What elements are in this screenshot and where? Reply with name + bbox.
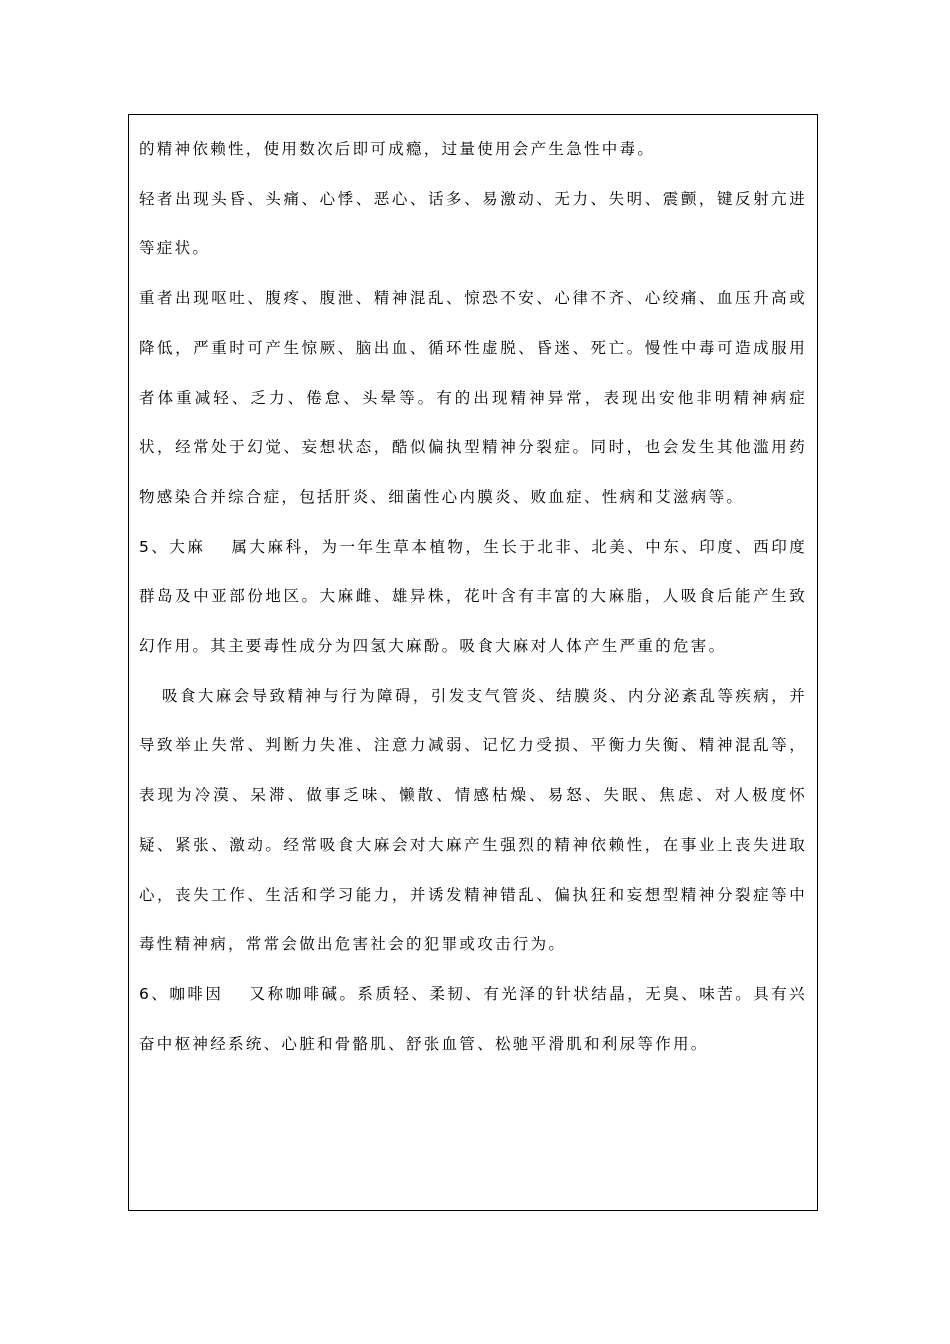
paragraph-cannabis [139,523,807,672]
section-heading-caffeine: 6、咖啡因 [139,984,224,1003]
cannabis-description: 属大麻科，为一年生草本植物，生长于北非、北美、中东、印度、西印度群岛及中亚部份地区。大麻雌、雄异株，花叶含有丰富的大麻脂，人吸食后能产生致幻作用。其主要毒性成分为四氢大麻酚。吸食大麻对人体产生严重的危害。 [139,537,807,656]
paragraph-severe-symptoms: 重者出现呕吐、腹疼、腹泄、精神混乱、惊恐不安、心律不齐、心绞痛、血压升高或降低，严重时可产生惊厥、脑出血、循环性虚脱、昏迷、死亡。慢性中毒可造成服用者体重减轻、乏力、倦怠、头晕等。有的出现精神异常，表现出安他非明精神病症状，经常处于幻觉、妄想状态，酷似偏执型精神分裂症。同时，也会发生其他滥用药物感染合并综合症，包括肝炎、细菌性心内膜炎、败血症、性病和艾滋病等。 [139,289,807,506]
paragraph-mild-symptoms: 轻者出现头昏、头痛、心悸、恶心、话多、易激动、无力、失明、震颤，键反射亢进等症状。 [139,189,807,258]
section-heading-cannabis: 5、大麻 [139,537,206,556]
paragraph-intro: 的精神依赖性，使用数次后即可成瘾，过量使用会产生急性中毒。 [139,140,656,158]
document-body [139,125,807,1069]
paragraph-caffeine [139,970,807,1069]
document-frame [128,114,818,1211]
paragraph-cannabis-effects: 吸食大麻会导致精神与行为障碍，引发支气管炎、结膜炎、内分泌紊乱等疾病，并导致举止失常、判断力失准、注意力减弱、记忆力受损、平衡力失衡、精神混乱等，表现为冷漠、呆滞、做事乏味、懒散、情感枯燥、易怒、失眠、焦虑、对人极度怀疑、紧张、激动。经常吸食大麻会对大麻产生强烈的精神依赖性，在事业上丧失进取心，丧失工作、生活和学习能力，并诱发精神错乱、偏执狂和妄想型精神分裂症等中毒性精神病，常常会做出危害社会的犯罪或攻击行为。 [139,686,807,954]
caffeine-description: 又称咖啡碱。系质轻、柔韧、有光泽的针状结晶，无臭、味苦。具有兴奋中枢神经系统、心脏和骨骼肌、舒张血管、松驰平滑肌和利尿等作用。 [139,984,807,1053]
